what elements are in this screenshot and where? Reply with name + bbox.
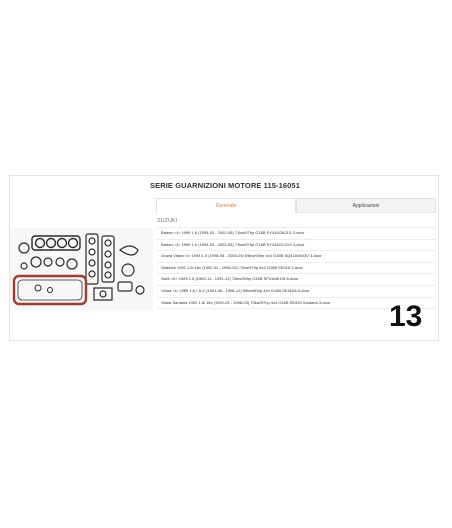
list-item: Vitara <I> 1989 1.6 i JLX (1991-06 - 1998-12) 59kw/80hp 4x4 G16B SE416A 5-door (156, 285, 436, 297)
page-number: 13 (389, 300, 423, 333)
list-item: Grand Vitara <I> 1998 1.6 (1998-08 - 2005-04) 69kw/94hp 4x4 G16B SQ416VA03V 3-door (156, 250, 436, 262)
tab-bar (156, 198, 436, 213)
applications-list (156, 227, 436, 309)
gasket-set-photo (10, 228, 153, 310)
product-title: SERIE GUARNIZIONI MOTORE 115-16051 (150, 181, 300, 190)
tab-applicazioni[interactable]: Applicazioni (296, 198, 436, 213)
list-item: Swift <II> 1989 1.6 (1989-11 - 1991-12) 70kw/95hp G16B SF416AH16 5-door (156, 273, 436, 285)
list-item: Baleno <I> 1995 1.6 (1995-03 - 2002-05) 71kw/97hp G16B SY416GC31S 4-door (156, 239, 436, 251)
tab-generale[interactable]: Generale (156, 198, 296, 213)
list-item: Baleno <I> 1995 1.6 (1995-03 - 2002-05) 71kw/97hp G16B SY416GA21S 3-door (156, 227, 436, 239)
list-item: Vitara Santana 1992 1.6i 16v (1992-01 - 1998-03) 73kw/97hp 4x4 G16B SE416 Santana 3-door (156, 297, 436, 310)
list-item: Sidekick 1992 1.6i 16v (1992-01 - 1998-10) 71kw/97hp 4x4 G16B SE416 3-door (156, 262, 436, 274)
brand-heading: SUZUKI (157, 218, 178, 224)
